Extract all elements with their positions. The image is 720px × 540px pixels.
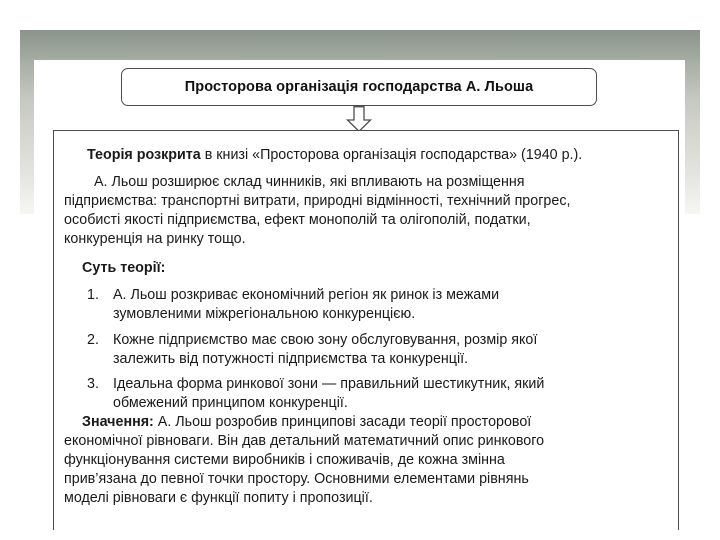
significance-line: економічної рівноваги. Він дав детальний математичний опис ринкового xyxy=(64,433,545,449)
list-number: 3. xyxy=(87,376,99,392)
significance-text: А. Льош розробив принципові засади теорії просторової xyxy=(153,414,532,430)
list-item-line: Ідеальна форма ринкової зони — правильний шестикутник, який xyxy=(113,376,545,392)
significance-label: Значення: xyxy=(82,414,154,430)
significance-line: функціонування системи виробників і споживачів, де кожна змінна xyxy=(64,452,505,468)
paragraph-line: підприємства: транспортні витрати, природні відмінності, технічний прогрес, xyxy=(64,193,571,209)
list-item-line: зумовленими міжрегіональною конкуренцією. xyxy=(113,306,416,322)
significance-line: моделі рівноваги є функції попиту і пропозиції. xyxy=(64,490,373,506)
list-number: 2. xyxy=(87,332,99,348)
content-box xyxy=(53,130,679,530)
paragraph-line: А. Льош розширює склад чинників, які впливають на розміщення xyxy=(94,174,525,190)
list-item-line: Кожне підприємство має свою зону обслуговування, розмір якої xyxy=(113,332,538,348)
list-item-line: А. Льош розкриває економічний регіон як ринок із межами xyxy=(113,287,500,303)
intro-text: в книзі «Просторова організація господарства» (1940 р.). xyxy=(200,147,583,163)
page-title: Просторова організація господарства А. Льоша xyxy=(184,79,534,95)
significance-line: прив’язана до певної точки простору. Основними елементами рівнянь xyxy=(64,471,529,487)
essence-heading: Суть теорії: xyxy=(82,260,166,276)
intro-line xyxy=(87,146,582,164)
list-number: 1. xyxy=(87,287,99,303)
title-box xyxy=(121,68,597,106)
significance-line xyxy=(82,413,531,431)
paragraph-line: конкуренція на ринку тощо. xyxy=(64,231,246,247)
list-item-line: обмежений принципом конкуренції. xyxy=(113,395,348,411)
arrow-down-icon xyxy=(345,106,373,132)
intro-lead: Теорія розкрита xyxy=(87,147,201,163)
list-item-line: залежить від потужності підприємства та конкуренції. xyxy=(113,351,469,367)
paragraph-line: особисті якості підприємства, ефект монополій та олігополій, податки, xyxy=(64,212,531,228)
